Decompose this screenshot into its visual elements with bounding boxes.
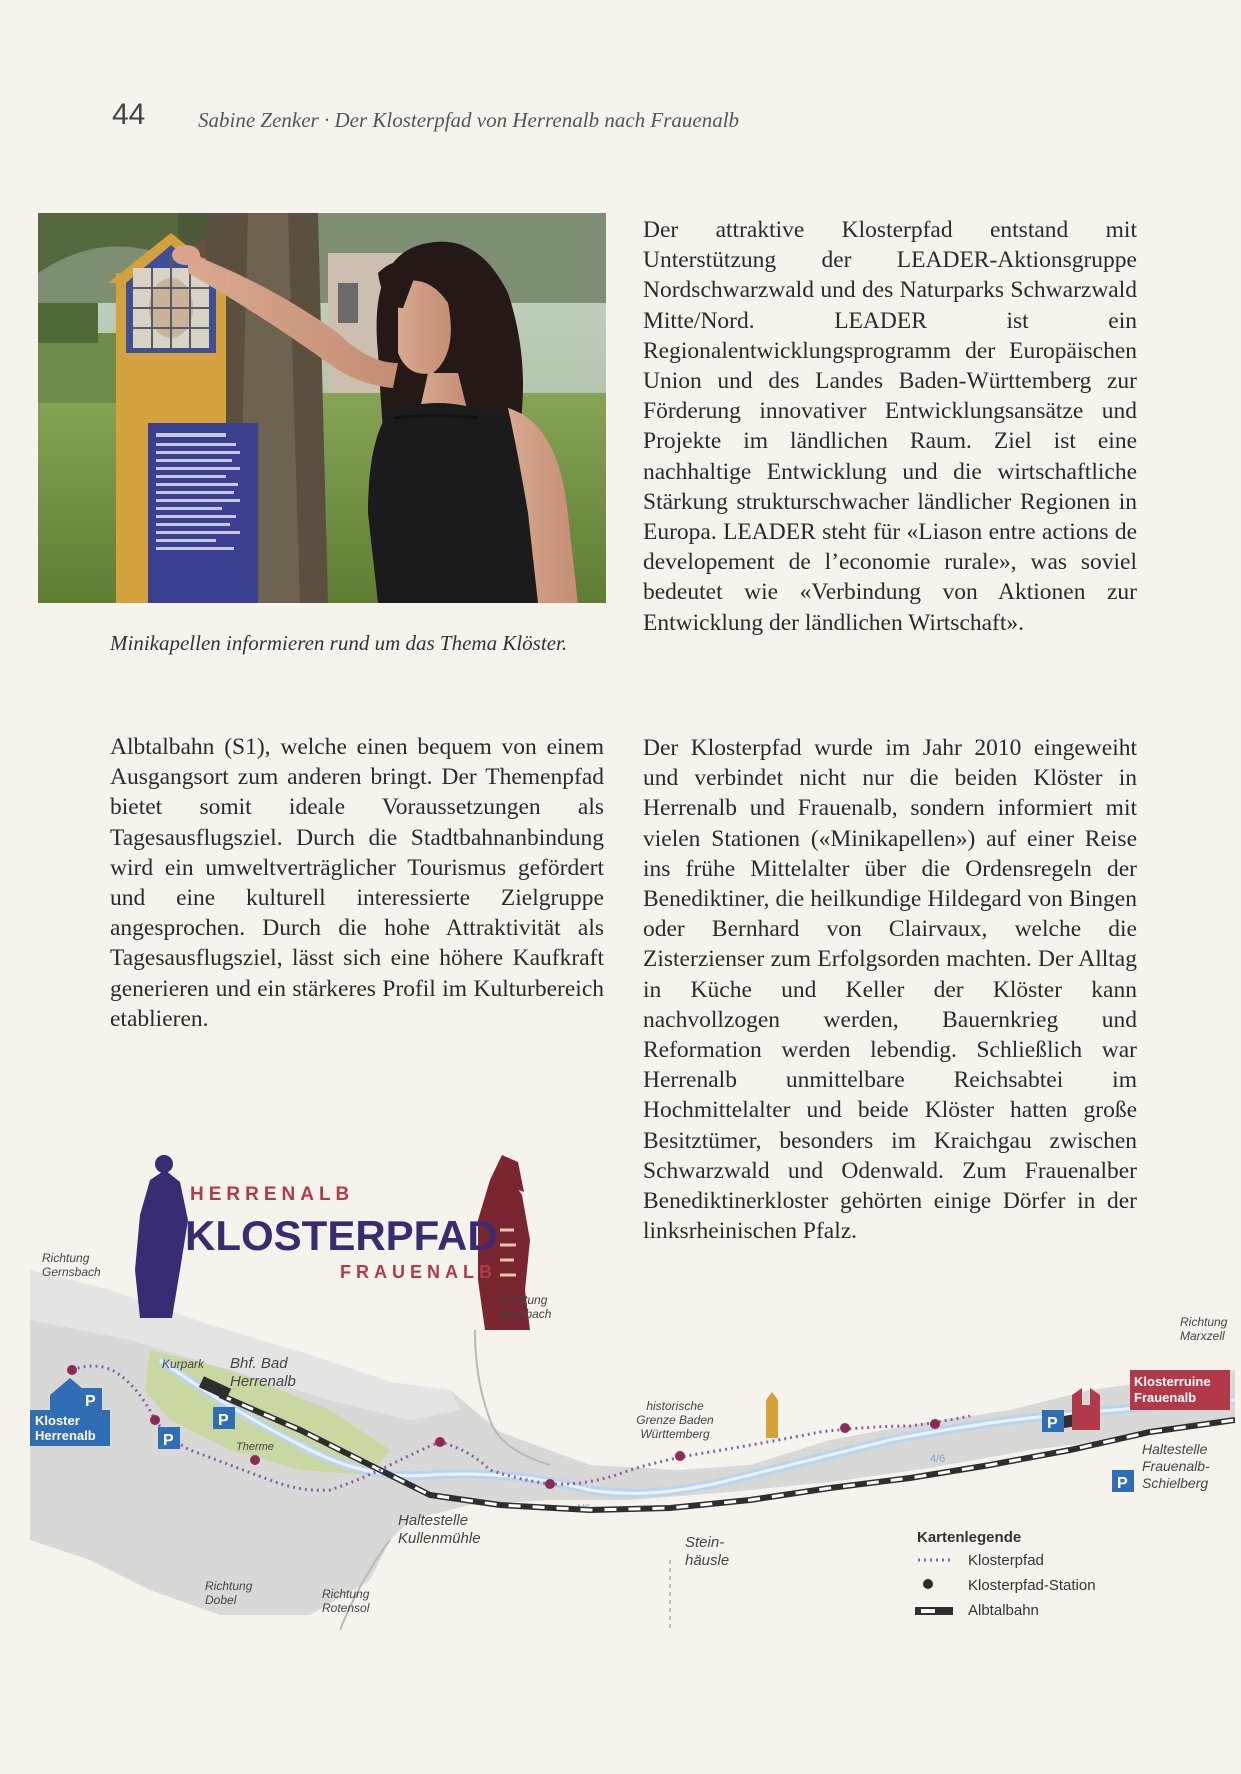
klosterruine-label-2: Frauenalb [1134, 1390, 1197, 1405]
kloster-herrenalb-label-2: Herrenalb [35, 1428, 96, 1443]
label-steinhaeusle-2: häusle [685, 1552, 730, 1569]
kloster-herrenalb-label-1: Kloster [35, 1413, 80, 1428]
station-marker [67, 1365, 77, 1375]
legend-station-swatch [923, 1579, 933, 1589]
label-richtung-rotensol-1: Richtung [322, 1587, 370, 1601]
map-graphic [30, 1120, 1235, 1645]
legend-rail: Albtalbahn [968, 1602, 1039, 1619]
paragraph-leader: Der attraktive Klosterpfad entstand mit Unterstützung der LEADER-Aktionsgruppe Nordschwarzwald und des Naturparks Schwarzwald Mitte/Nord. LEADER ist ein Regionalentwicklungsprogramm der Europäischen Union und des Landes Baden-Württemberg zur Förderung innovativer Entwicklungsansätze und Projekte im ländlichen Raum. Ziel ist eine nachhaltige Entwicklung und die wirtschaftliche Stärkung strukturschwacher ländlicher Regionen in Europa. LEADER steht für «Liason entre actions de developement de l’economie rurale», was soviel bedeutet wie «Verbindung von Aktionen zur Entwicklung der ländlichen Wirtschaft». [643, 217, 1137, 636]
page-number: 44 [112, 98, 146, 131]
station-marker [435, 1437, 445, 1447]
paragraph-albtalbahn: Albtalbahn (S1), welche einen bequem von einem Ausgangsort zum anderen bringt. Der Themenpfad bietet somit ideale Voraussetzungen als Tagesausflugsziel. Durch die Stadtbahnanbindung wird ein umweltverträglicher Tourismus gefördert und eine kulturell interessierte Zielgruppe angesprochen. Durch die hohe Attraktivität als Tagesausflugsziel, lässt sich eine höhere Kaufkraft generieren und ein stärkeres Profil im Kulturbereich etablieren. [110, 734, 604, 1032]
legend-rail-pattern [921, 1609, 935, 1613]
grenze-marker-top [766, 1392, 778, 1400]
text-column-left [110, 732, 604, 1034]
parking-label: P [163, 1432, 174, 1449]
label-bhf-2: Herrenalb [230, 1373, 296, 1390]
label-richtung-gernsbach-2: Gernsbach [42, 1265, 101, 1279]
label-therme: Therme [236, 1441, 274, 1453]
label-grenze-3: Württemberg [640, 1427, 710, 1441]
monk-figure-icon [135, 1170, 188, 1318]
station-marker [930, 1419, 940, 1429]
legend-station: Klosterpfad-Station [968, 1577, 1096, 1594]
photo-illustration [38, 213, 606, 603]
legend-title: Kartenlegende [917, 1529, 1022, 1546]
monk-head [155, 1155, 173, 1173]
label-richtung-bernbach-2: Bernbach [500, 1307, 552, 1321]
label-richtung-marxzell-2: Marxzell [1180, 1329, 1225, 1343]
page-header [112, 98, 1112, 138]
label-haltestelle-frauenalb-1: Haltestelle [1142, 1441, 1208, 1457]
text-column-right-top [643, 215, 1137, 638]
road-number-2: 4/6 [930, 1453, 946, 1465]
parking-label: P [1117, 1475, 1128, 1492]
label-haltestelle-kullenmuehle-1: Haltestelle [398, 1512, 469, 1529]
logo-frauenalb: FRAUENALB [340, 1262, 497, 1282]
parking-label: P [85, 1393, 96, 1410]
label-richtung-marxzell-1: Richtung [1180, 1315, 1228, 1329]
klosterruine-label-1: Klosterruine [1134, 1374, 1211, 1389]
running-title: Sabine Zenker · Der Klosterpfad von Herrenalb nach Frauenalb [198, 108, 740, 132]
label-grenze-1: historische [646, 1399, 704, 1413]
road-number-1: 4/6 [575, 1503, 591, 1515]
grenze-marker-icon [766, 1400, 778, 1438]
parking-label: P [218, 1412, 229, 1429]
label-richtung-gernsbach-1: Richtung [42, 1251, 90, 1265]
klosterpfad-logo [135, 1155, 530, 1330]
label-kurpark: Kurpark [162, 1357, 205, 1371]
figure-caption: Minikapellen informieren rund um das Thema Klöster. [110, 631, 568, 655]
label-richtung-rotensol-2: Rotensol [322, 1601, 370, 1615]
label-grenze-2: Grenze Baden [636, 1413, 714, 1427]
photo-minikapelle [38, 213, 606, 603]
station-marker [675, 1451, 685, 1461]
logo-herrenalb: HERRENALB [190, 1184, 355, 1205]
map-legend [915, 1529, 1096, 1619]
station-marker [840, 1423, 850, 1433]
station-marker [250, 1455, 260, 1465]
label-haltestelle-kullenmuehle-2: Kullenmühle [398, 1530, 481, 1547]
paragraph-klosterpfad: Der Klosterpfad wurde im Jahr 2010 eingeweiht und verbindet nicht nur die beiden Klöster in Herrenalb und Frauenalb, sondern informiert mit vielen Stationen («Minikapellen») auf einer Reise ins frühe Mittelalter über die Ordensregeln der Benediktiner, die heilkundige Hildegard von Bingen oder Bernhard von Clairvaux, welche die Zisterzienser zum Erfolgsorden machten. Der Alltag in Küche und Keller der Klöster kann nachvollzogen werden, Bauernkrieg und Reformation werden lebendig. Schließlich war Herrenalb unmittelbare Reichsabtei im Hochmittelalter und beide Klöster hatten große Besitztümer, besonders im Kraichgau zwischen Schwarzwald und Odenwald. Zum Frauenalber Benediktinerkloster gehörten einige Dörfer in der linksrheinischen Pfalz. [643, 735, 1137, 1245]
klosterpfad-map [30, 1120, 1235, 1645]
label-richtung-dobel-2: Dobel [205, 1593, 237, 1607]
legend-path: Klosterpfad [968, 1552, 1044, 1569]
label-haltestelle-frauenalb-3: Schielberg [1142, 1475, 1209, 1491]
label-bhf-1: Bhf. Bad [230, 1355, 288, 1372]
label-richtung-bernbach-1: Richtung [500, 1293, 548, 1307]
label-richtung-dobel-1: Richtung [205, 1579, 253, 1593]
label-steinhaeusle-1: Stein- [685, 1534, 725, 1551]
label-haltestelle-frauenalb-2: Frauenalb- [1142, 1458, 1210, 1474]
valley-area [30, 1270, 1235, 1615]
station-marker [150, 1415, 160, 1425]
parking-label: P [1047, 1415, 1058, 1432]
station-marker [545, 1479, 555, 1489]
logo-klosterpfad: KLOSTERPFAD [185, 1212, 498, 1259]
